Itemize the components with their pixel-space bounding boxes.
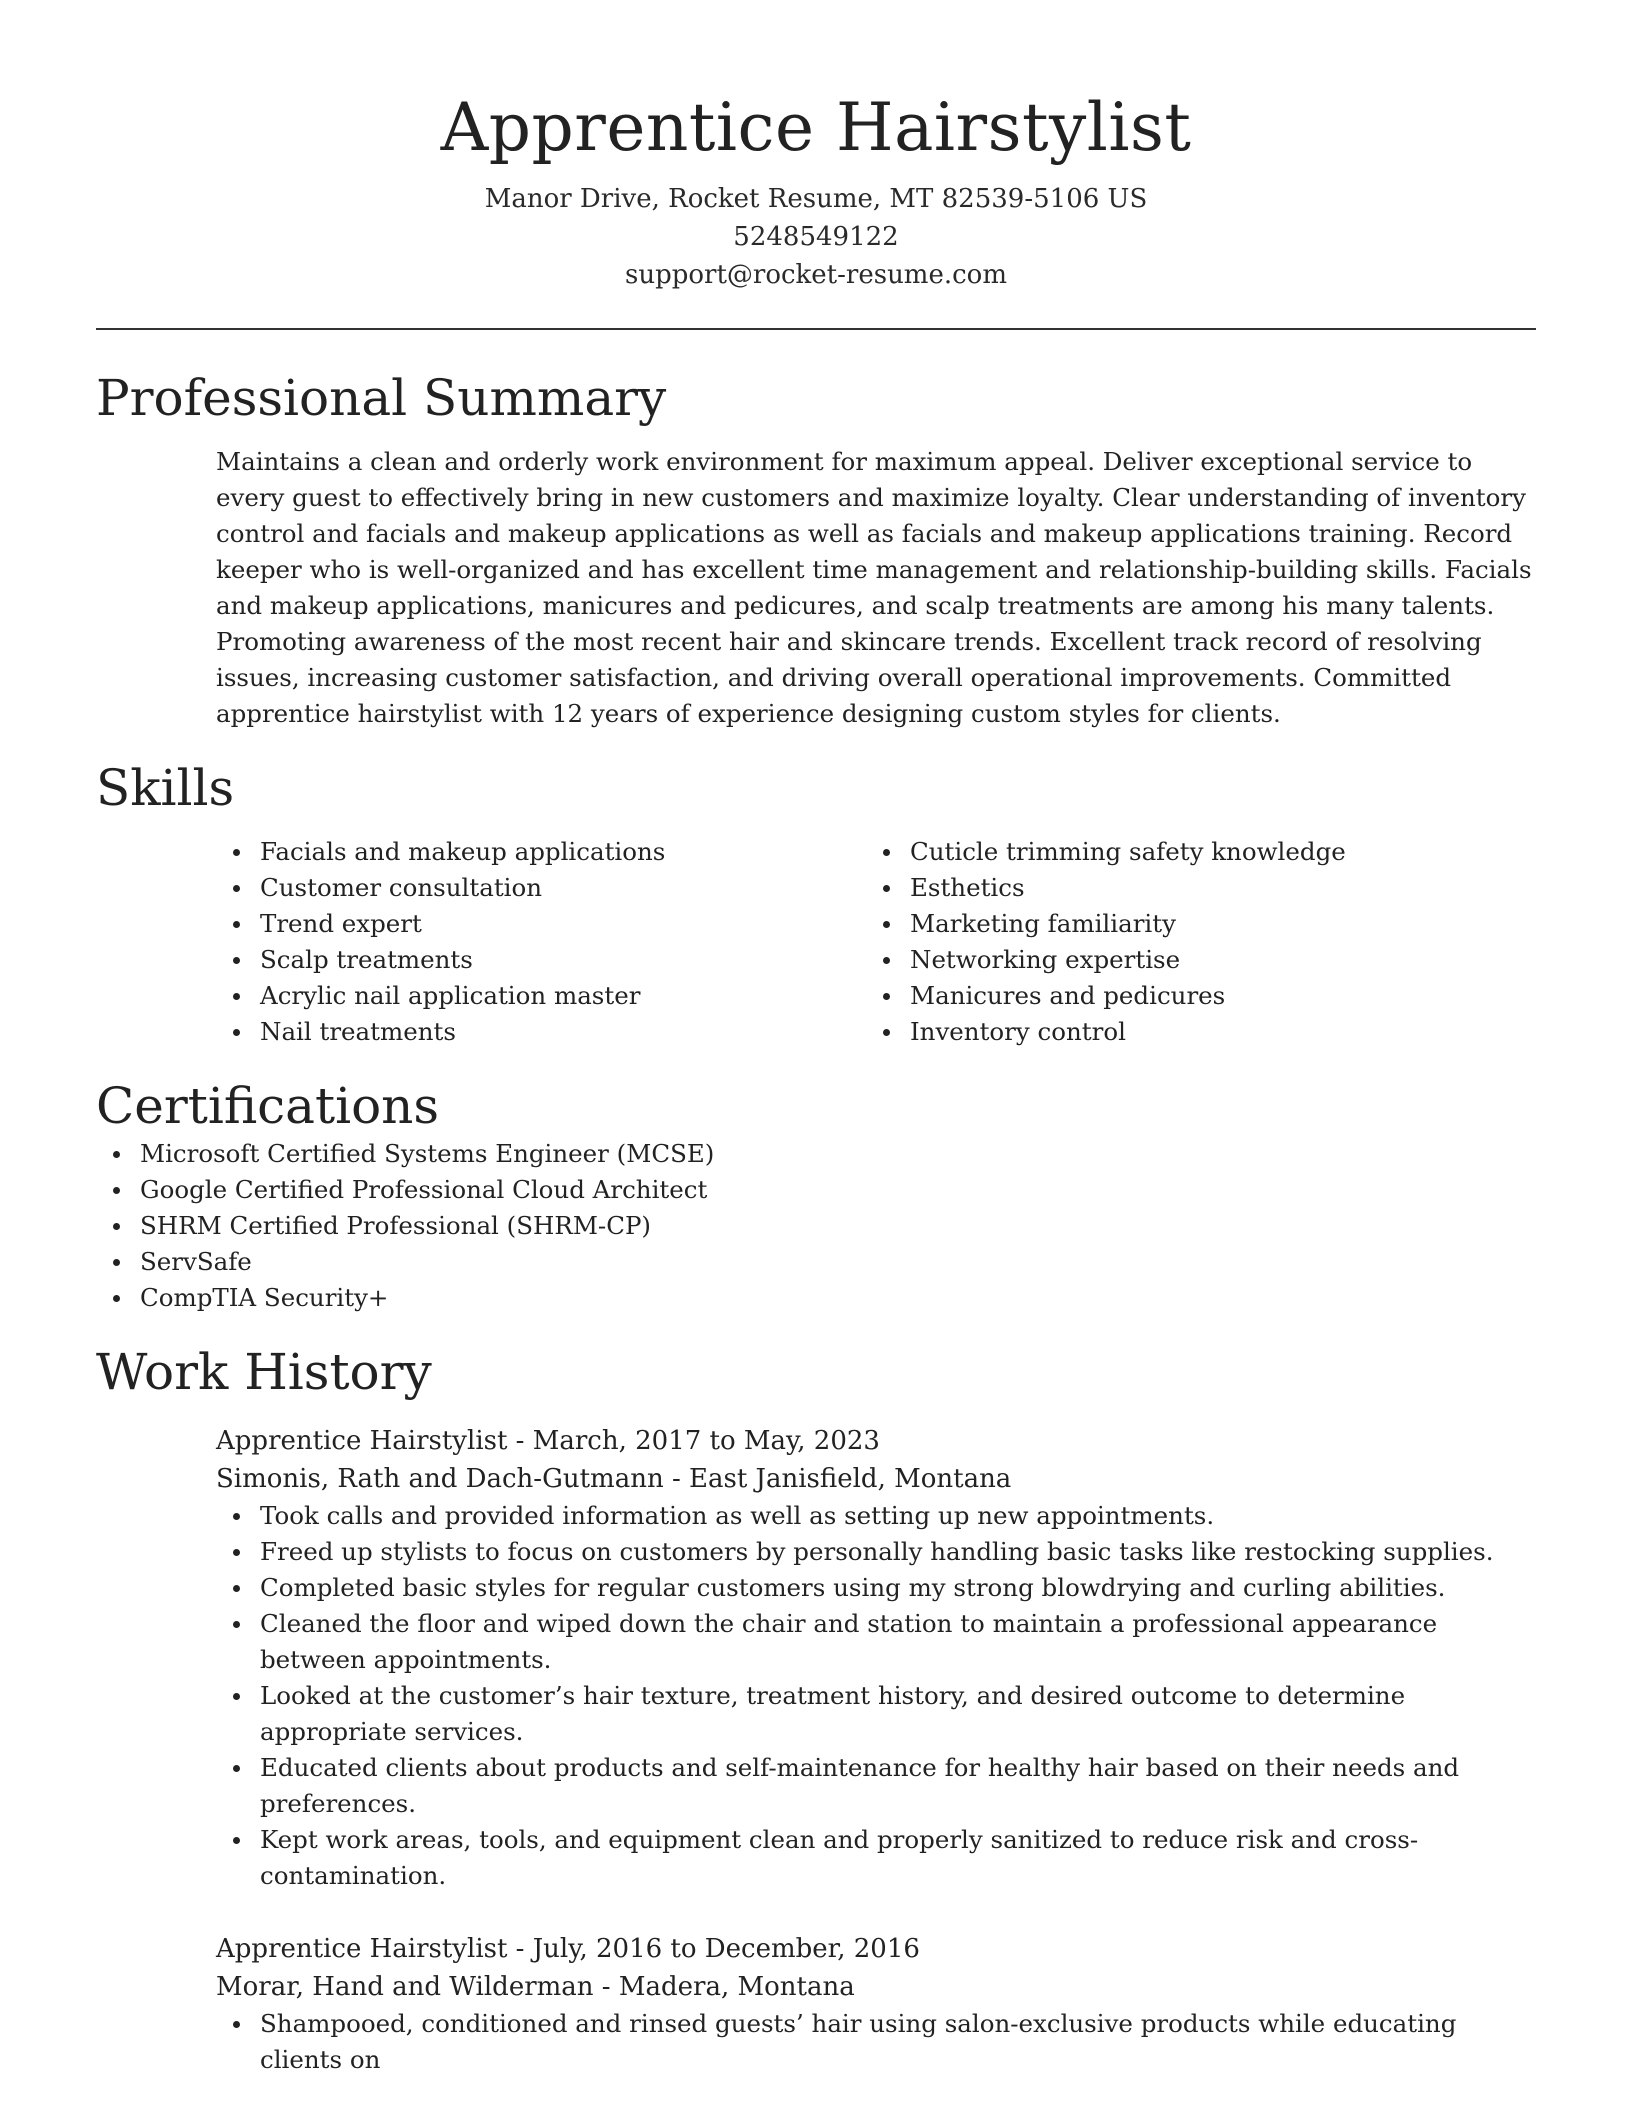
skill-item: Facials and makeup applications (216, 834, 866, 870)
skill-item: Inventory control (866, 1014, 1516, 1050)
job-title-line: Apprentice Hairstylist - March, 2017 to May, 2023 (216, 1426, 880, 1456)
certifications-list (96, 1136, 1536, 1316)
skill-item: Networking expertise (866, 942, 1516, 978)
skill-item: Trend expert (216, 906, 866, 942)
skill-item: Manicures and pedicures (866, 978, 1516, 1014)
job-bullets (216, 1498, 1536, 1894)
certification-item: SHRM Certified Professional (SHRM-CP) (96, 1208, 1536, 1244)
skill-item: Cuticle trimming safety knowledge (866, 834, 1516, 870)
skill-item: Scalp treatments (216, 942, 866, 978)
job-entry (216, 1422, 1536, 1894)
job-bullet: Took calls and provided information as well as setting up new appointments. (216, 1498, 1536, 1534)
work-history-heading: Work History (96, 1343, 432, 1401)
job-bullet: Completed basic styles for regular customers using my strong blowdrying and curling abilities. (216, 1570, 1536, 1606)
summary-section (96, 368, 1536, 732)
contact-block (96, 180, 1536, 294)
skills-columns (216, 834, 1536, 1050)
certifications-section (96, 1076, 1536, 1316)
header-divider (96, 328, 1536, 330)
contact-phone: 5248549122 (733, 222, 899, 252)
job-title-line: Apprentice Hairstylist - July, 2016 to December, 2016 (216, 1934, 920, 1964)
skill-item: Acrylic nail application master (216, 978, 866, 1014)
job-bullet: Freed up stylists to focus on customers by personally handling basic tasks like restocking supplies. (216, 1534, 1536, 1570)
job-bullet: Cleaned the floor and wiped down the chair and station to maintain a professional appearance between appointments. (216, 1606, 1536, 1678)
job-bullets (216, 2006, 1536, 2078)
skill-item: Esthetics (866, 870, 1516, 906)
certifications-heading: Certifications (96, 1077, 440, 1135)
job-bullet: Kept work areas, tools, and equipment clean and properly sanitized to reduce risk and cross-contamination. (216, 1822, 1536, 1894)
candidate-name: Apprentice Hairstylist (440, 89, 1192, 166)
job-company-line: Morar, Hand and Wilderman - Madera, Montana (216, 1972, 855, 2002)
job-entry (216, 1930, 1536, 2078)
certification-item: ServSafe (96, 1244, 1536, 1280)
skills-heading: Skills (96, 759, 235, 817)
skill-item: Marketing familiarity (866, 906, 1516, 942)
skills-column-left (216, 834, 866, 1050)
certification-item: Google Certified Professional Cloud Architect (96, 1172, 1536, 1208)
resume-page (96, 0, 1536, 2078)
skill-item: Customer consultation (216, 870, 866, 906)
summary-text: Maintains a clean and orderly work environment for maximum appeal. Deliver exceptional service to every guest to effectively bring in new customers and maximize loyalty. Clear understanding of inventory control and facials and makeup applications as well as facials and makeup applications training. Record keeper who is well-organized and has excellent time management and relationship-building skills. Facials and makeup applications, manicures and pedicures, and scalp treatments are among his many talents. Promoting awareness of the most recent hair and skincare trends. Excellent track record of resolving issues, increasing customer satisfaction, and driving overall operational improvements. Committed apprentice hairstylist with 12 years of experience designing custom styles for clients. (216, 447, 1532, 728)
certification-item: CompTIA Security+ (96, 1280, 1536, 1316)
summary-heading: Professional Summary (96, 369, 667, 427)
skill-item: Nail treatments (216, 1014, 866, 1050)
certification-item: Microsoft Certified Systems Engineer (MCSE) (96, 1136, 1536, 1172)
job-company-line: Simonis, Rath and Dach-Gutmann - East Janisfield, Montana (216, 1464, 1012, 1494)
contact-email[interactable]: support@rocket-resume.com (624, 260, 1007, 290)
resume-header (96, 0, 1536, 294)
job-bullet: Shampooed, conditioned and rinsed guests’ hair using salon-exclusive products while educating clients on (216, 2006, 1536, 2078)
skills-column-right (866, 834, 1516, 1050)
contact-address: Manor Drive, Rocket Resume, MT 82539-5106 US (484, 184, 1148, 214)
skills-section (96, 758, 1536, 1050)
job-bullet: Looked at the customer’s hair texture, treatment history, and desired outcome to determine appropriate services. (216, 1678, 1536, 1750)
work-history-section (96, 1342, 1536, 2078)
job-bullet: Educated clients about products and self-maintenance for healthy hair based on their needs and preferences. (216, 1750, 1536, 1822)
